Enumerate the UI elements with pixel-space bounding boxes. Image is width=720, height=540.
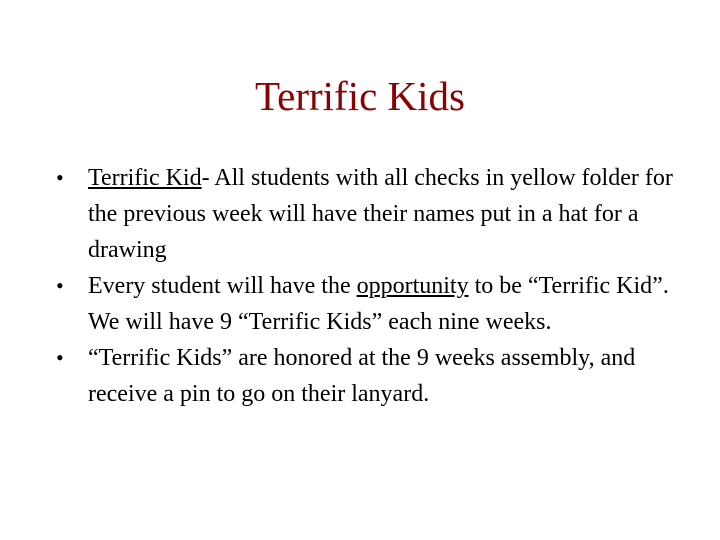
bullet-text-after: to be “Terrific Kid”. We will have 9 “Terrific Kids” each nine weeks. bbox=[88, 273, 669, 335]
bullet-icon: • bbox=[56, 165, 64, 190]
bullet-list bbox=[56, 160, 680, 412]
bullet-icon: • bbox=[56, 345, 64, 370]
bullet-item-3 bbox=[56, 340, 680, 412]
bullet-text-before: Every student will have the bbox=[88, 273, 357, 299]
opportunity-term: opportunity bbox=[356, 273, 469, 299]
bullet-text: “Terrific Kids” are honored at the 9 weeks assembly, and receive a pin to go on their lanyard. bbox=[88, 345, 636, 407]
terrific-kid-term: Terrific Kid bbox=[88, 165, 202, 191]
bullet-icon: • bbox=[56, 273, 64, 298]
slide-title: Terrific Kids bbox=[254, 73, 466, 119]
bullet-text: - All students with all checks in yellow folder for the previous week will have their names put in a hat for a drawing bbox=[88, 165, 673, 263]
bullet-item-1 bbox=[56, 160, 680, 268]
bullet-item-2 bbox=[56, 268, 680, 340]
